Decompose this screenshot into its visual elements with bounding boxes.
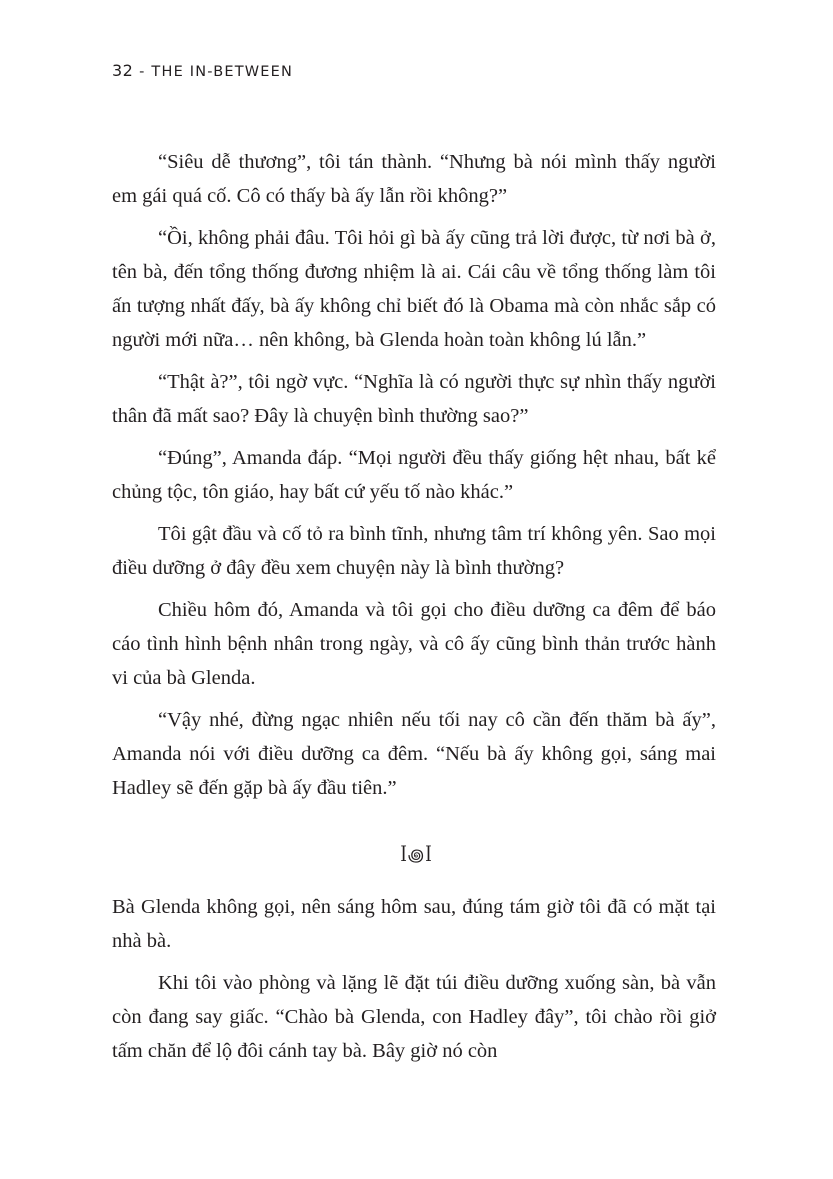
ornament-glyph: ꟾ꩜ꟾ bbox=[400, 846, 433, 866]
paragraph: Khi tôi vào phòng và lặng lẽ đặt túi điều dưỡng xuống sàn, bà vẫn còn đang say giấc. “Chào bà Glenda, con Hadley đây”, tôi chào rồi giở tấm chăn để lộ đôi cánh tay bà. Bây giờ nó còn bbox=[112, 972, 716, 1062]
paragraph: “Vậy nhé, đừng ngạc nhiên nếu tối nay cô cần đến thăm bà ấy”, Amanda nói với điều dưỡng ca đêm. “Nếu bà ấy không gọi, sáng mai Hadley sẽ đến gặp bà ấy đầu tiên.” bbox=[112, 709, 716, 799]
running-head bbox=[112, 61, 293, 80]
body-text-section-1 bbox=[112, 145, 716, 813]
book-title: THE IN-BETWEEN bbox=[151, 64, 294, 80]
section-break-ornament-icon bbox=[0, 842, 833, 867]
paragraph: “Ồi, không phải đâu. Tôi hỏi gì bà ấy cũng trả lời được, từ nơi bà ở, tên bà, đến tổng thống đương nhiệm là ai. Cái câu về tổng thống làm tôi ấn tượng nhất đấy, bà ấy không chỉ biết đó là Obama mà còn nhắc sắp có người mới nữa… nên không, bà Glenda hoàn toàn không lú lẫn.” bbox=[112, 227, 716, 351]
paragraph: Tôi gật đầu và cố tỏ ra bình tĩnh, nhưng tâm trí không yên. Sao mọi điều dưỡng ở đây đều xem chuyện này là bình thường? bbox=[112, 523, 716, 579]
body-text-section-2 bbox=[112, 890, 716, 1076]
paragraph: Bà Glenda không gọi, nên sáng hôm sau, đúng tám giờ tôi đã có mặt tại nhà bà. bbox=[112, 896, 716, 952]
page-number: 32 bbox=[112, 61, 134, 80]
header-separator: - bbox=[133, 64, 152, 80]
paragraph: Chiều hôm đó, Amanda và tôi gọi cho điều dưỡng ca đêm để báo cáo tình hình bệnh nhân trong ngày, và cô ấy cũng bình thản trước hành vi của bà Glenda. bbox=[112, 599, 716, 689]
paragraph: “Đúng”, Amanda đáp. “Mọi người đều thấy giống hệt nhau, bất kể chủng tộc, tôn giáo, hay bất cứ yếu tố nào khác.” bbox=[112, 447, 716, 503]
paragraph: “Thật à?”, tôi ngờ vực. “Nghĩa là có người thực sự nhìn thấy người thân đã mất sao? Đây là chuyện bình thường sao?” bbox=[112, 371, 716, 427]
paragraph: “Siêu dễ thương”, tôi tán thành. “Nhưng bà nói mình thấy người em gái quá cố. Cô có thấy bà ấy lẫn rồi không?” bbox=[112, 151, 716, 207]
